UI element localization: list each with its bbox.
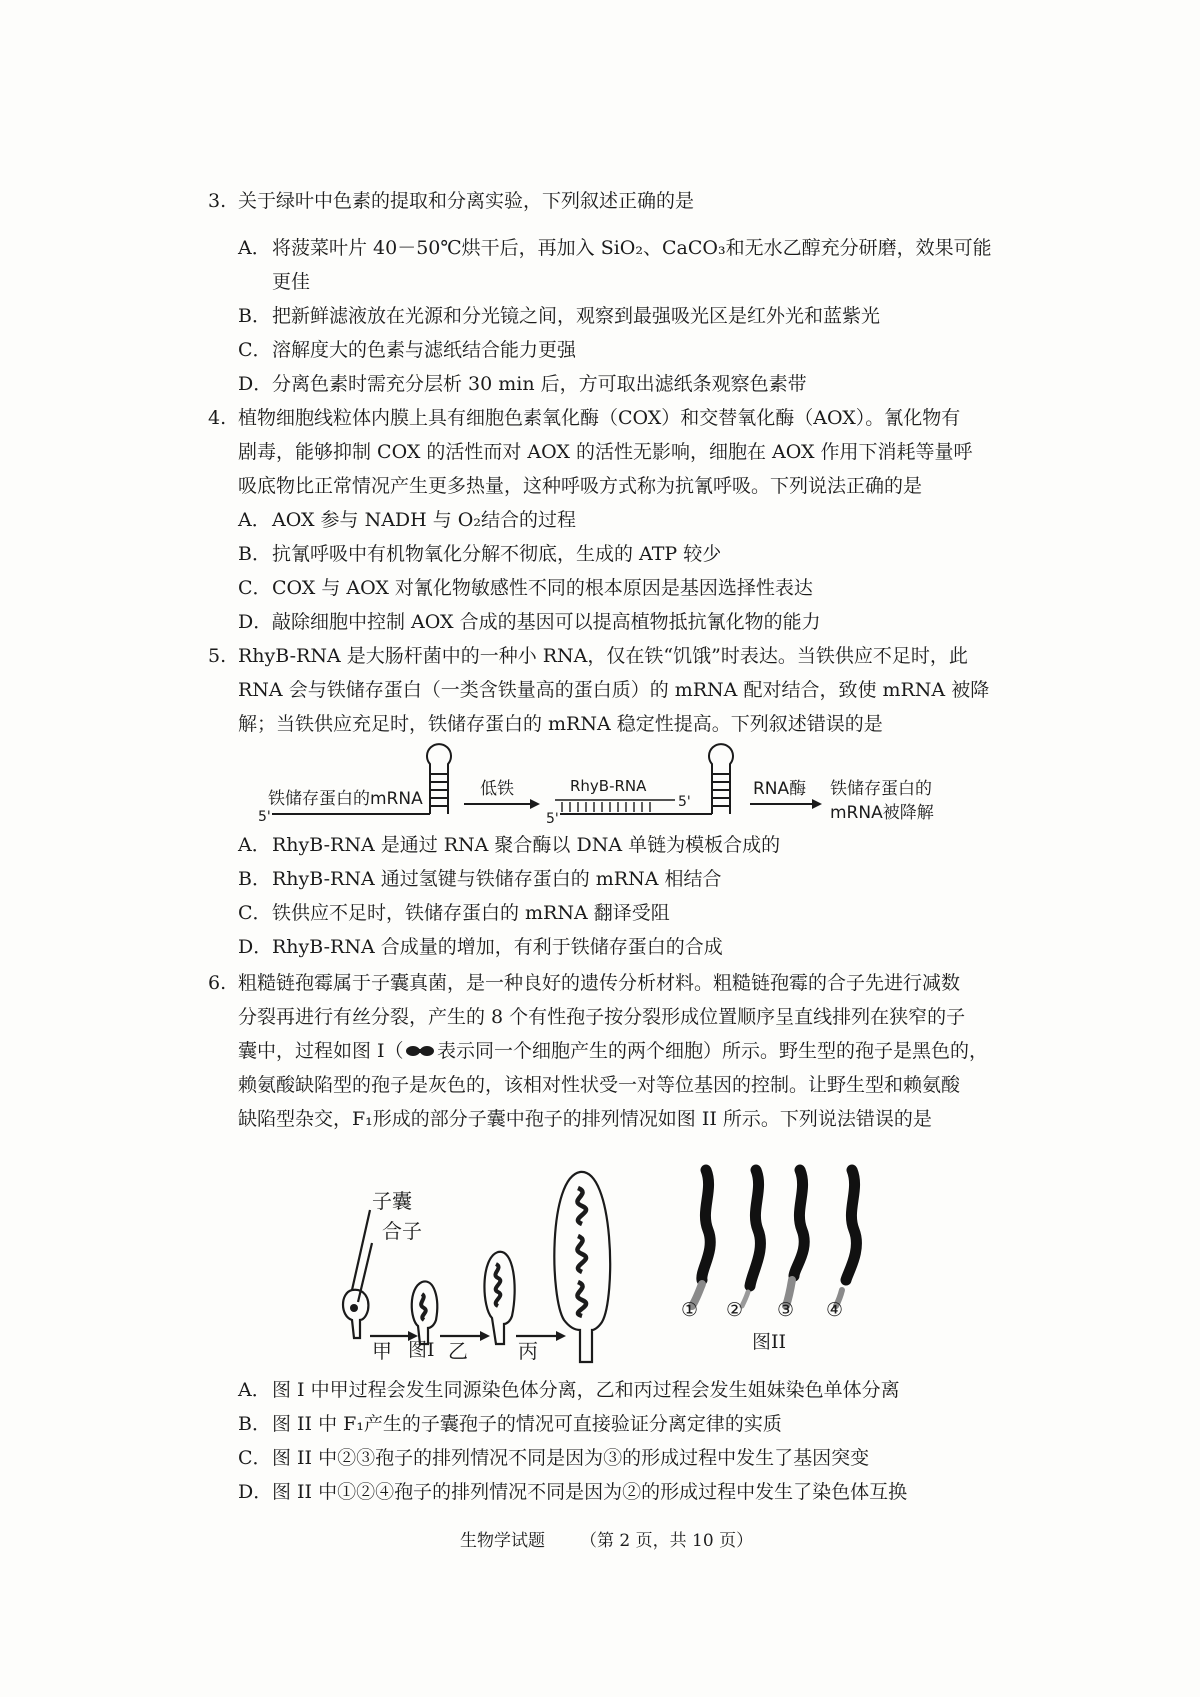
question-stem-line: 剧毒，能够抑制 COX 的活性而对 AOX 的活性无影响，细胞在 AOX 作用下消耗等量呼 bbox=[238, 441, 973, 463]
option-text-c: 图 II 中②③孢子的排列情况不同是因为③的形成过程中发生了基因突变 bbox=[272, 1447, 870, 1469]
result-label-1: 铁储存蛋白的 bbox=[830, 779, 932, 799]
rhyb-five-prime: 5' bbox=[678, 794, 691, 810]
spore-chain bbox=[495, 1264, 500, 1306]
option-label-d: D． bbox=[238, 373, 273, 395]
zygote-label: 合子 bbox=[382, 1219, 422, 1243]
option-text-b: 图 II 中 F₁产生的子囊孢子的情况可直接验证分离定律的实质 bbox=[272, 1413, 782, 1435]
option-text-a: 将菠菜叶片 40－50℃烘干后，再加入 SiO₂、CaCO₃和无水乙醇充分研磨，效果可能 bbox=[272, 237, 992, 259]
five-prime-label: 5' bbox=[258, 809, 271, 825]
option-label-b: B． bbox=[238, 305, 271, 327]
pointer-ascus bbox=[352, 1210, 370, 1290]
question-stem-line: 吸底物比正常情况产生更多热量，这种呼吸方式称为抗氰呼吸。下列说法正确的是 bbox=[238, 475, 923, 497]
spore-chain-1 bbox=[577, 1188, 586, 1224]
question-stem-line: 囊中，过程如图 I（ bbox=[238, 1040, 404, 1062]
question-number: 4. bbox=[208, 407, 227, 429]
question-stem-line: 分裂再进行有丝分裂，产生的 8 个有性孢子按分裂形成位置顺序呈直线排列在狭窄的子 bbox=[238, 1006, 966, 1028]
option-label-c: C． bbox=[238, 902, 272, 924]
base-pairs bbox=[562, 802, 650, 812]
paired-cells-icon bbox=[405, 1043, 435, 1059]
ascus-stage-1 bbox=[343, 1290, 368, 1338]
question-number: 5. bbox=[208, 645, 227, 667]
option-text-d: 分离色素时需充分层析 30 min 后，方可取出滤纸条观察色素带 bbox=[272, 373, 807, 395]
rhyb-rna-diagram bbox=[250, 742, 970, 830]
step-yi-label: 乙 bbox=[448, 1339, 468, 1363]
option-label-d: D． bbox=[238, 936, 273, 958]
spore-chain-3 bbox=[577, 1282, 586, 1316]
option-text-c: COX 与 AOX 对氰化物敏感性不同的根本原因是基因选择性表达 bbox=[272, 577, 813, 599]
spore-chain-2 bbox=[577, 1236, 586, 1272]
option-text-d: 图 II 中①②④孢子的排列情况不同是因为②的形成过程中发生了染色体互换 bbox=[272, 1481, 908, 1503]
option-text-a: RhyB-RNA 是通过 RNA 聚合酶以 DNA 单链为模板合成的 bbox=[272, 834, 781, 856]
option-text-a: 图 I 中甲过程会发生同源染色体分离，乙和丙过程会发生姐妹染色单体分离 bbox=[272, 1379, 900, 1401]
result-label-2: mRNA被降解 bbox=[830, 803, 934, 823]
spore-column-4 bbox=[836, 1170, 856, 1306]
figure-2-label-1: ① bbox=[681, 1299, 699, 1321]
option-text-b: 抗氰呼吸中有机物氧化分解不彻底，生成的 ATP 较少 bbox=[272, 543, 722, 565]
option-label-a: A． bbox=[238, 1379, 271, 1401]
spore-column-1 bbox=[692, 1170, 710, 1306]
arrow-head bbox=[556, 1331, 566, 1341]
arrow-head bbox=[530, 799, 540, 809]
mrna-five-prime-2: 5' bbox=[546, 811, 559, 827]
arrow-head bbox=[480, 1331, 490, 1341]
figure-2-caption: 图II bbox=[752, 1331, 787, 1353]
option-label-d: D． bbox=[238, 611, 273, 633]
question-stem-line: 赖氨酸缺陷型的孢子是灰色的，该相对性状受一对等位基因的控制。让野生型和赖氨酸 bbox=[238, 1074, 961, 1096]
footer-page-info: （第 2 页，共 10 页） bbox=[580, 1531, 754, 1551]
question-stem-line: 植物细胞线粒体内膜上具有细胞色素氧化酶（COX）和交替氧化酶（AOX）。氰化物有 bbox=[238, 407, 961, 429]
question-stem-line: 缺陷型杂交，F₁形成的部分子囊中孢子的排列情况如图 II 所示。下列说法错误的是 bbox=[238, 1108, 932, 1130]
option-label-a: A． bbox=[238, 237, 271, 259]
option-label-c: C． bbox=[238, 1447, 272, 1469]
step-jia-label: 甲 bbox=[372, 1339, 392, 1363]
option-text-d: 敲除细胞中控制 AOX 合成的基因可以提高植物抵抗氰化物的能力 bbox=[272, 611, 821, 633]
question-stem-line: RNA 会与铁储存蛋白（一类含铁量高的蛋白质）的 mRNA 配对结合，致使 mRNA 被降 bbox=[238, 679, 990, 701]
mrna-label: 铁储存蛋白的mRNA bbox=[268, 789, 423, 809]
option-label-d: D． bbox=[238, 1481, 273, 1503]
low-iron-label: 低铁 bbox=[480, 779, 514, 799]
question-number: 3. bbox=[208, 190, 227, 212]
option-label-a: A． bbox=[238, 834, 271, 856]
figure-2-label-3: ③ bbox=[777, 1299, 795, 1321]
rnase-label: RNA酶 bbox=[753, 779, 807, 799]
question-stem-line: 关于绿叶中色素的提取和分离实验，下列叙述正确的是 bbox=[238, 190, 695, 212]
option-label-c: C． bbox=[238, 577, 272, 599]
figure-1-caption: 图I bbox=[408, 1339, 435, 1361]
question-stem-line: 粗糙链孢霉属于子囊真菌，是一种良好的遗传分析材料。粗糙链孢霉的合子先进行减数 bbox=[238, 972, 961, 994]
option-text-b: 把新鲜滤液放在光源和分光镜之间，观察到最强吸光区是红外光和蓝紫光 bbox=[272, 305, 881, 327]
option-label-b: B． bbox=[238, 868, 271, 890]
hairpin-loop-2 bbox=[709, 744, 733, 814]
option-text-a-cont: 更佳 bbox=[272, 271, 311, 293]
option-label-c: C． bbox=[238, 339, 272, 361]
question-stem-line: RhyB-RNA 是大肠杆菌中的一种小 RNA，仅在铁“饥饿”时表达。当铁供应不足时，此 bbox=[238, 645, 968, 667]
question-stem-line: 表示同一个细胞产生的两个细胞）所示。野生型的孢子是黑色的， bbox=[437, 1040, 989, 1062]
question-stem-line: 解；当铁供应充足时，铁储存蛋白的 mRNA 稳定性提高。下列叙述错误的是 bbox=[238, 713, 883, 735]
step-bing-label: 丙 bbox=[518, 1339, 538, 1363]
figure-2-label-4: ④ bbox=[826, 1299, 844, 1321]
rhyb-label: RhyB-RNA bbox=[570, 777, 647, 795]
figure-1-ascus-development bbox=[330, 1148, 650, 1370]
zygote-nucleus bbox=[350, 1304, 358, 1312]
question-number: 6. bbox=[208, 972, 227, 994]
arrow-head bbox=[812, 799, 822, 809]
option-label-a: A． bbox=[238, 509, 271, 531]
option-text-d: RhyB-RNA 合成量的增加，有利于铁储存蛋白的合成 bbox=[272, 936, 723, 958]
option-text-a: AOX 参与 NADH 与 O₂结合的过程 bbox=[272, 509, 576, 531]
hairpin-loop-1 bbox=[427, 744, 451, 814]
ascus-stage-4 bbox=[554, 1172, 610, 1362]
ascus-label: 子囊 bbox=[372, 1189, 412, 1213]
spore-pair bbox=[421, 1294, 426, 1320]
option-text-c: 铁供应不足时，铁储存蛋白的 mRNA 翻译受阻 bbox=[272, 902, 670, 924]
spore-column-3 bbox=[786, 1170, 804, 1306]
option-text-b: RhyB-RNA 通过氢键与铁储存蛋白的 mRNA 相结合 bbox=[272, 868, 722, 890]
option-label-b: B． bbox=[238, 543, 271, 565]
footer-subject: 生物学试题 bbox=[460, 1531, 545, 1551]
spore-column-2 bbox=[742, 1170, 760, 1306]
option-label-b: B． bbox=[238, 1413, 271, 1435]
option-text-c: 溶解度大的色素与滤纸结合能力更强 bbox=[272, 339, 577, 361]
figure-2-label-2: ② bbox=[726, 1299, 744, 1321]
